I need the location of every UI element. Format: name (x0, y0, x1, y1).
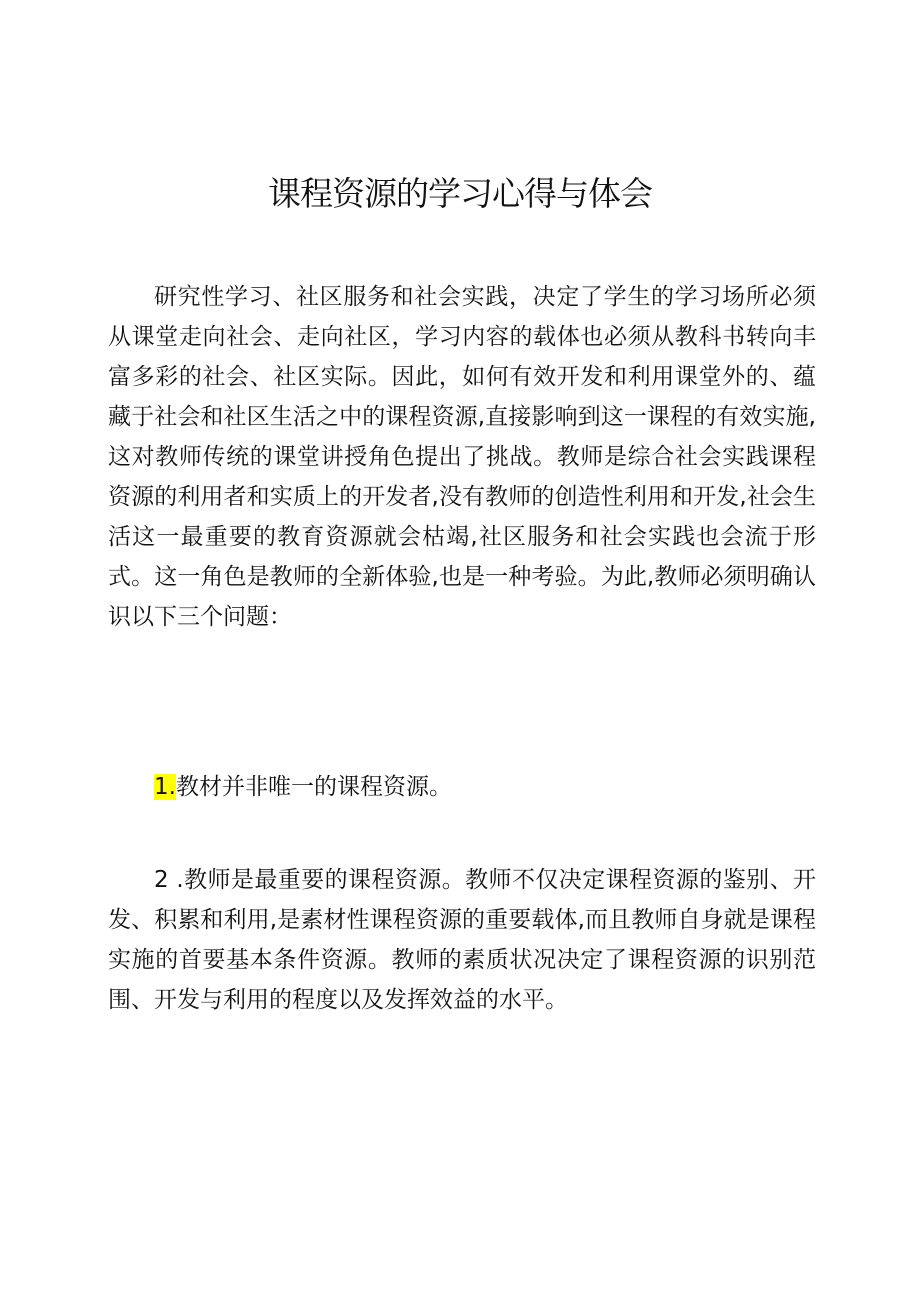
list-item-1-text: 教材并非唯一的课程资源。 (175, 774, 452, 800)
paragraph-intro: 研究性学习、社区服务和社会实践，决定了学生的学习场所必须从课堂走向社会、走向社区，学习内容的载体也必须从教科书转向丰富多彩的社会、社区实际。因此，如何有效开发和利用课堂外的、蕴藏于社会和社区生活之中的课程资源,直接影响到这一课程的有效实施,这对教师传统的课堂讲授角色提出了挑战。教师是综合社会实践课程资源的利用者和实质上的开发者,没有教师的创造性利用和开发,社会生活这一最重要的教育资源就会枯竭,社区服务和社会实践也会流于形式。这一角色是教师的全新体验,也是一种考验。为此,教师必须明确认识以下三个问题： (108, 284, 816, 630)
list-item-1 (154, 767, 452, 807)
document-title: 课程资源的学习心得与体会 (268, 174, 652, 213)
paragraph-item-2: 2 .教师是最重要的课程资源。教师不仅决定课程资源的鉴别、开发、积累和利用,是素材性课程资源的重要载体,而且教师自身就是课程实施的首要基本条件资源。教师的素质状况决定了课程资源的识别范围、开发与利用的程度以及发挥效益的水平。 (108, 867, 816, 1013)
list-item-1-number: 1. (154, 774, 176, 800)
